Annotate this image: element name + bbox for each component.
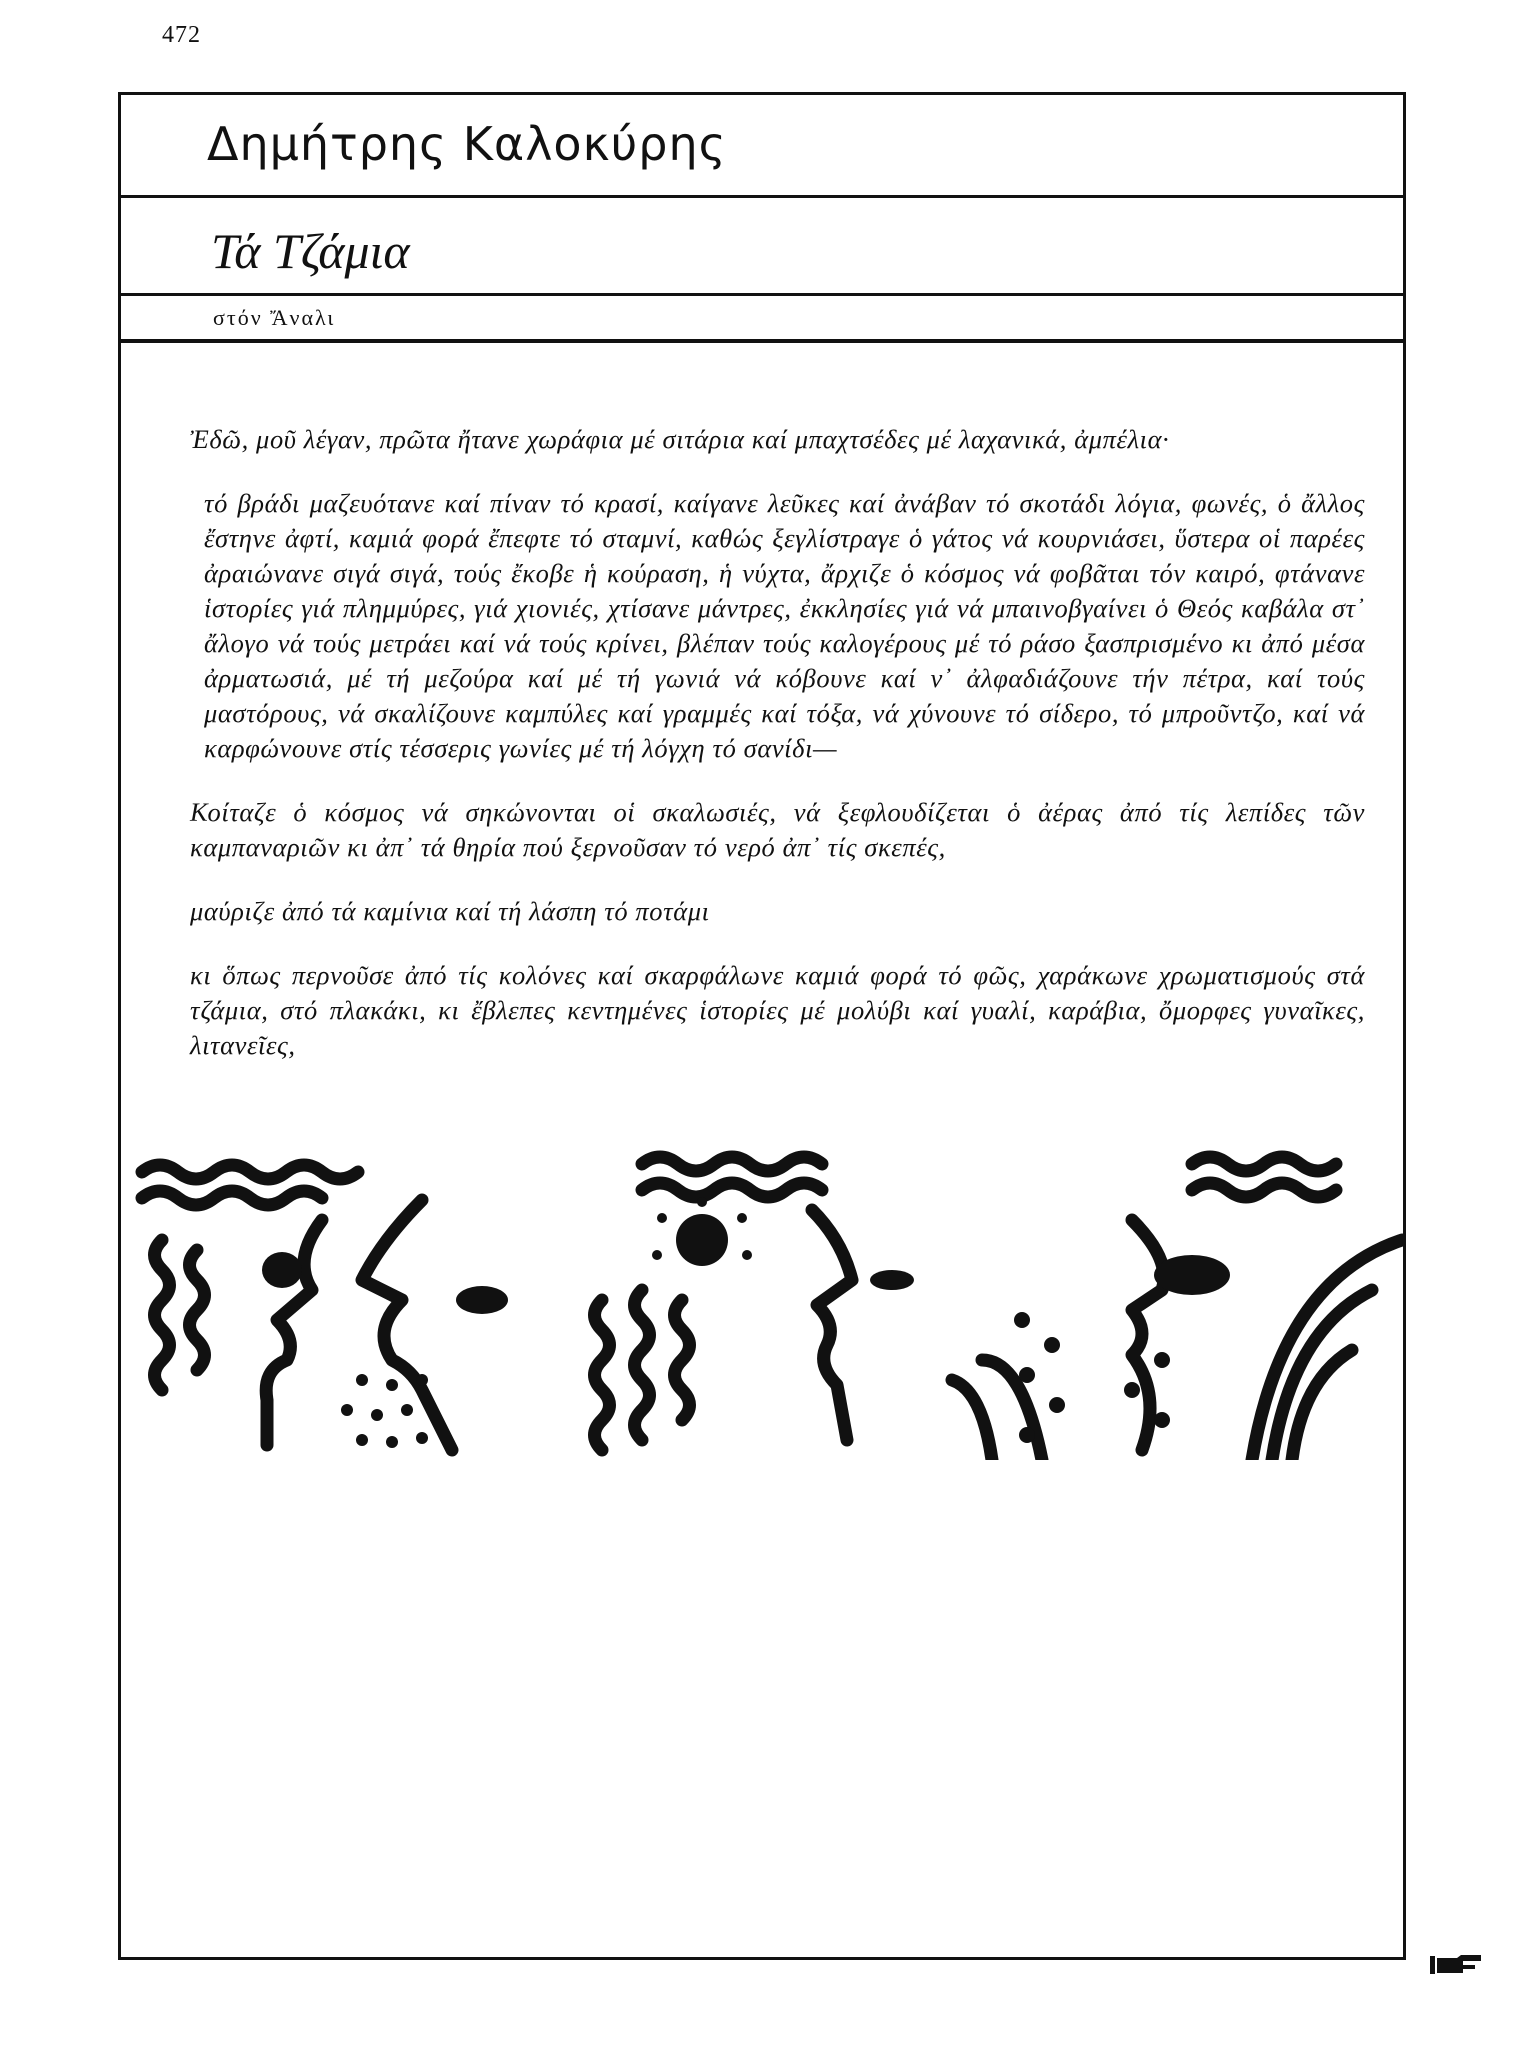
stanza: μαύριζε ἀπό τά καμίνια καί τή λάσπη τό ποτάμι xyxy=(190,896,710,926)
page-number: 472 xyxy=(162,22,201,48)
author-row xyxy=(121,95,1403,198)
stanza: τό βράδι μαζευότανε καί πίναν τό κρασί, καίγανε λεῦκες καί ἀνάβαν τό σκοτάδι λόγια, φωνές, ὁ ἄλλος ἔστηνε ἀφτί, καμιά φορά ἔπεφτε τό σταμνί, καθώς ξεγλίστραγε ὁ γάτος νά κουρνιάσει, ὕστερα οἱ παρέες ἀραιώνανε σιγά σιγά, τούς ἔκοβε ἡ κούραση, ἡ νύχτα, ἄρχιζε ὁ κόσμος νά φοβᾶται τόν καιρό, φτάνανε ἱστορίες γιά πλημμύρες, γιά χιονιές, χτίσανε μάντρες, ἐκκλησίες γιά νά μπαινοβγαίνει ὁ Θεός καβάλα στ᾿ ἄλογο νά τούς μετράει καί νά τούς κρίνει, βλέπαν τούς καλογέρους μέ τό ράσο ξασπρισμένο κι ἀπό μέσα ἀρματωσιά, μέ τή μεζούρα καί μέ τή γωνιά νά κόβουνε καί ν᾿ ἀλφαδιάζουνε τήν πέτρα, καί τούς μαστόρους, νά σκαλίζουνε καμπύλες καί γραμμές καί τόξα, νά χύνουνε τό σίδερο, τό μπροῦντζο, καί νά καρφώνουνε στίς τέσσερις γωνίες μέ τή λόγχη τό σανίδι— xyxy=(204,488,1365,763)
poem-body xyxy=(190,422,1365,1092)
stanza: Κοίταζε ὁ κόσμος νά σηκώνονται οἱ σκαλωσιές, νά ξεφλουδίζεται ὁ ἀέρας ἀπό τίς λεπίδες τῶν καμπαναριῶν κι ἀπ᾿ τά θηρία πού ξερνοῦσαν τό νερό ἀπ᾿ τίς σκεπές, xyxy=(190,797,1365,862)
stanza: κι ὅπως περνοῦσε ἀπό τίς κολόνες καί σκαρφάλωνε καμιά φορά τό φῶς, χαράκωνε χρωματισμούς στά τζάμια, στό πλακάκι, κι ἔβλεπες κεντημένες ἱστορίες μέ μολύβι καί γυαλί, καράβια, ὄμορφες γυναῖκες, λιτανεῖες, xyxy=(190,960,1365,1060)
faces-frieze-illustration xyxy=(122,1130,1405,1460)
pointing-hand-icon xyxy=(1428,1952,1486,1978)
author-name: Δημήτρης Καλοκύρης xyxy=(207,117,727,171)
dedication: στόν Ἄναλι xyxy=(213,305,336,330)
title-row xyxy=(121,198,1403,296)
poem-title: Τά Τζάμια xyxy=(211,223,410,279)
stanza: Ἐδῶ, μοῦ λέγαν, πρῶτα ἤτανε χωράφια μέ σιτάρια καί μπαχτσέδες μέ λαχανικά, ἀμπέλια· xyxy=(190,424,1170,454)
dedication-row xyxy=(121,296,1403,343)
